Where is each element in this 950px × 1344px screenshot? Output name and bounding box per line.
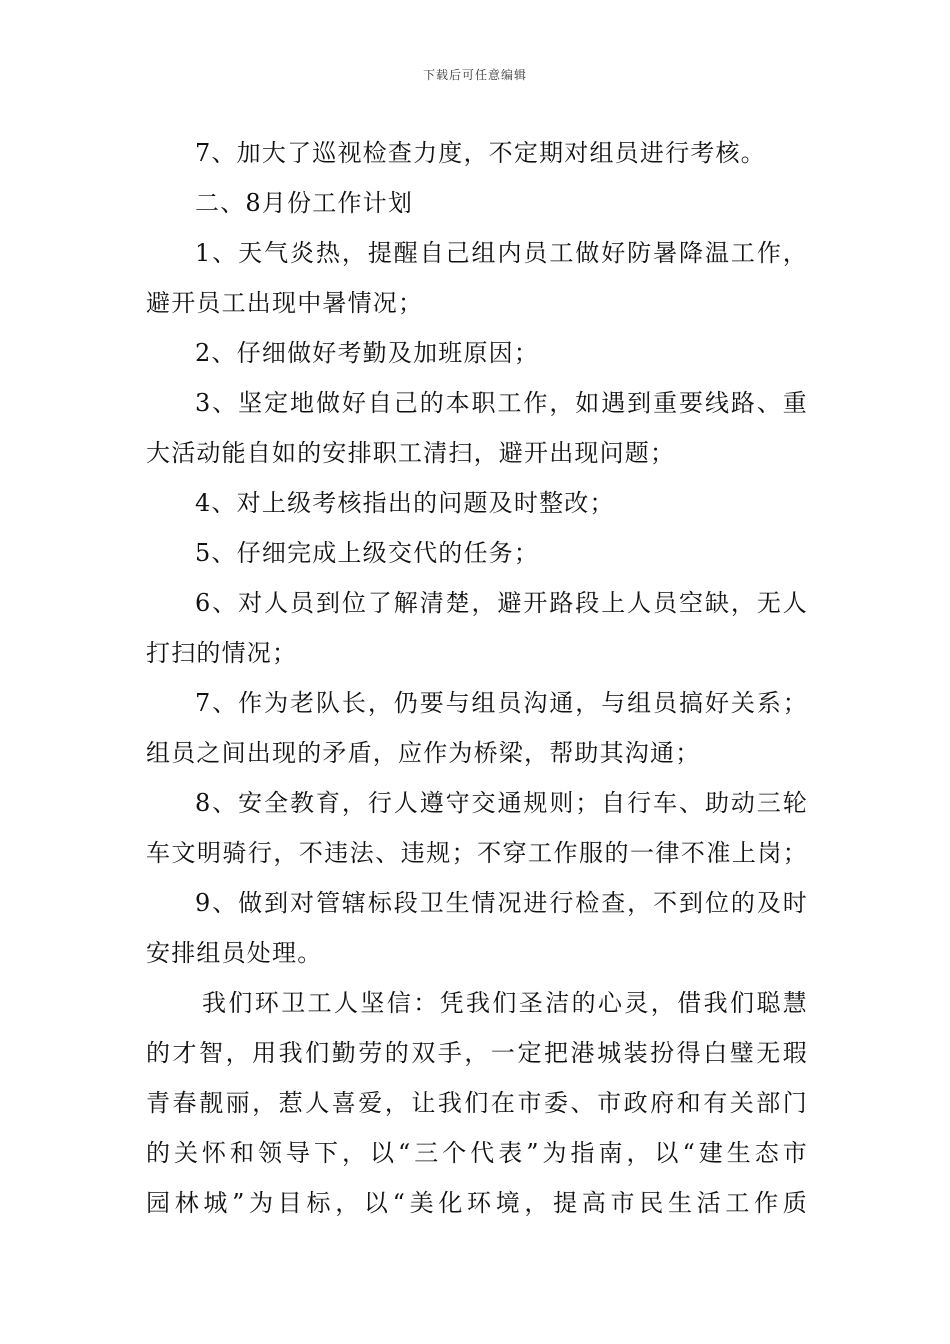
text-line: 的才智，用我们勤劳的双手，一定把港城装扮得白璧无瑕 [146, 1039, 808, 1067]
text-line: 园林城”为目标，以“美化环境，提高市民生活工作质 [146, 1189, 808, 1217]
text-line: 车文明骑行，不违法、违规；不穿工作服的一律不准上岗； [146, 839, 808, 867]
text-line: 7、加大了巡视检查力度，不定期对组员进行考核。 [195, 139, 766, 167]
document-body [146, 128, 808, 1228]
text-line: 1、天气炎热，提醒自己组内员工做好防暑降温工作， [195, 239, 808, 267]
text-line: 8、安全教育，行人遵守交通规则；自行车、助动三轮 [195, 789, 808, 817]
text-line: 2、仔细做好考勤及加班原因； [195, 339, 540, 367]
text-line: 的关怀和领导下，以“三个代表”为指南，以“建生态市 [146, 1139, 808, 1167]
page-header: 下载后可任意编辑 [422, 68, 527, 82]
text-line: 大活动能自如的安排职工清扫，避开出现问题； [146, 439, 676, 467]
text-line: 组员之间出现的矛盾，应作为桥梁，帮助其沟通； [146, 739, 701, 767]
text-line: 9、做到对管辖标段卫生情况进行检查，不到位的及时 [195, 889, 808, 917]
section-heading: 二、8月份工作计划 [195, 189, 414, 217]
text-line: 4、对上级考核指出的问题及时整改； [195, 489, 615, 517]
text-line: 打扫的情况； [146, 639, 298, 667]
text-line: 3、坚定地做好自己的本职工作，如遇到重要线路、重 [195, 389, 808, 417]
text-line: 5、仔细完成上级交代的任务； [195, 539, 540, 567]
text-line: 安排组员处理。 [146, 939, 323, 967]
text-line: 避开员工出现中暑情况； [146, 289, 424, 317]
text-line: 6、对人员到位了解清楚，避开路段上人员空缺，无人 [195, 589, 808, 617]
text-line: 7、作为老队长，仍要与组员沟通，与组员搞好关系； [195, 689, 808, 717]
text-line: 青春靓丽，惹人喜爱，让我们在市委、市政府和有关部门 [146, 1089, 808, 1117]
text-line: 我们环卫工人坚信：凭我们圣洁的心灵，借我们聪慧 [202, 989, 808, 1017]
